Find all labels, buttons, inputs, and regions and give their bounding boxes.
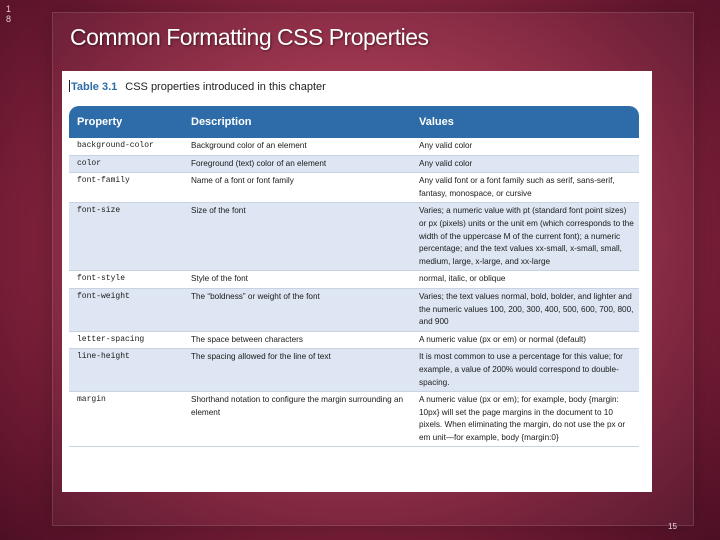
table-row [69,203,639,271]
cell-values: Any valid color [411,155,639,173]
table-caption-text: CSS properties introduced in this chapter [125,81,326,93]
slide-title: Common Formatting CSS Properties [70,24,429,50]
cell-description: Shorthand notation to configure the margin surrounding an element [183,392,411,447]
table-row [69,349,639,392]
cell-values: A numeric value (px or em); for example, body {margin: 10px} will set the page margins in the document to 10 pixels. When eliminating the margin, do not use the px or em unit—for example, body {margin:0} [411,392,639,447]
header-values: Values [411,106,639,138]
table-row [69,271,639,289]
cell-description: The “boldness” or weight of the font [183,288,411,331]
cell-description: The spacing allowed for the line of text [183,349,411,392]
table-caption [69,80,326,93]
cell-values: It is most common to use a percentage for this value; for example, a value of 200% would correspond to double-spacing. [411,349,639,392]
page-number: 15 [668,522,677,531]
cell-property: font-size [69,203,183,271]
cell-property: font-family [69,173,183,203]
cell-property: line-height [69,349,183,392]
table-row [69,173,639,203]
table-caption-number: Table 3.1 [71,81,118,93]
cell-property: letter-spacing [69,331,183,349]
text-cursor [69,80,70,92]
properties-table [69,106,639,447]
cell-values: Varies; the text values normal, bold, bolder, and lighter and the numeric values 100, 200, 300, 400, 500, 600, 700, 800, and 900 [411,288,639,331]
table-row [69,155,639,173]
cell-values: A numeric value (px or em) or normal (default) [411,331,639,349]
cell-property: font-style [69,271,183,289]
cell-property: background-color [69,138,183,155]
table-header-row [69,106,639,138]
cell-description: Name of a font or font family [183,173,411,203]
header-property: Property [69,106,183,138]
cell-property: color [69,155,183,173]
header-description: Description [183,106,411,138]
cell-values: Any valid color [411,138,639,155]
cell-values: normal, italic, or oblique [411,271,639,289]
cell-description: Style of the font [183,271,411,289]
table-row [69,331,639,349]
cell-values: Any valid font or a font family such as serif, sans-serif, fantasy, monospace, or cursive [411,173,639,203]
cell-description: Foreground (text) color of an element [183,155,411,173]
corner-mark: 1 8 [6,4,12,24]
cell-property: margin [69,392,183,447]
table-row [69,392,639,447]
table-image-panel [62,71,652,492]
table-row [69,138,639,155]
cell-description: Background color of an element [183,138,411,155]
table-row [69,288,639,331]
cell-description: The space between characters [183,331,411,349]
cell-description: Size of the font [183,203,411,271]
cell-values: Varies; a numeric value with pt (standard font point sizes) or px (pixels) units or the unit em (which corresponds to the width of the uppercase M of the current font); a numeric percentage; and the text values xx-small, x-small, small, medium, large, x-large, and xx-large [411,203,639,271]
cell-property: font-weight [69,288,183,331]
